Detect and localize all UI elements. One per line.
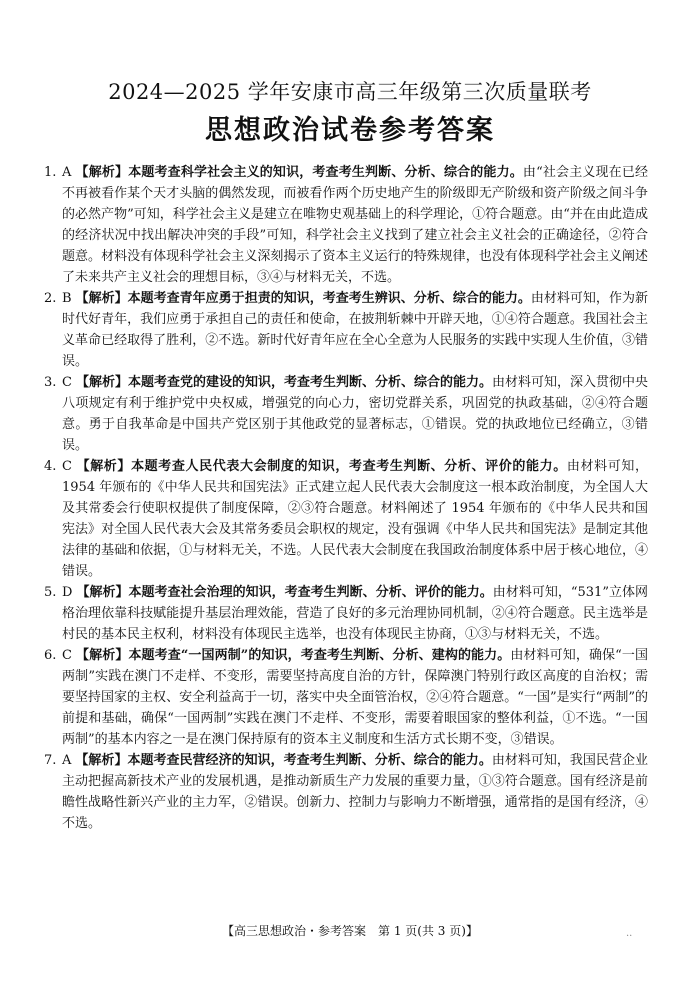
analysis-lead: 本题考查青年应勇于担责的知识，考查考生辨识、分析、综合的能力。 xyxy=(127,291,531,306)
item-number: 5. xyxy=(44,585,57,600)
item-number: 3. xyxy=(44,375,57,390)
item-answer: D xyxy=(62,585,73,600)
analysis-tag: 【解析】 xyxy=(75,648,129,663)
item-answer: C xyxy=(62,375,72,390)
analysis-tag: 【解析】 xyxy=(75,165,129,180)
analysis-body: 由材料可知，1954 年颁布的《中华人民共和国宪法》正式建立起人民代表大会制度这一根本政治制度，为全国人大及其常委会行使职权提供了制度保障，②③符合题意。材料阐述了 1954 年颁布的《中华人民共和国宪法》对全国人民代表大会及其常务委员会职权的规定，没有强调《中华人民共和国宪法》是制定其他法律的基础和依据，①与材料无关，不选。人民代表大会制度在我国政治制度体系中居于核心地位，④错误。 xyxy=(62,459,648,579)
answer-list xyxy=(44,162,648,834)
item-answer: C xyxy=(62,648,72,663)
item-number: 4. xyxy=(44,459,57,474)
answer-item-5 xyxy=(44,582,648,645)
item-answer: A xyxy=(62,165,72,180)
analysis-body: 由“社会主义现在已经不再被看作某个天才头脑的偶然发现，而被看作两个历史地产生的阶级即无产阶级和资产阶级之间斗争的必然产物”可知，科学社会主义是建立在唯物史观基础上的科学理论，①符合题意。由“并在由此造成的经济状况中找出解决冲突的手段”可知，科学社会主义找到了建立社会主义社会的正确途径，②符合题意。材料没有体现科学社会主义深刻揭示了资本主义运行的特殊规律，也没有体现科学社会主义阐述了未来共产主义社会的理想目标，③④与材料无关，不选。 xyxy=(62,165,648,285)
item-number: 2. xyxy=(44,291,57,306)
item-answer: C xyxy=(62,459,72,474)
item-number: 7. xyxy=(44,753,57,768)
analysis-lead: 本题考查人民代表大会制度的知识，考查考生判断、分析、评价的能力。 xyxy=(131,459,567,474)
answer-item-2 xyxy=(44,288,648,372)
analysis-tag: 【解析】 xyxy=(75,375,128,390)
analysis-tag: 【解析】 xyxy=(76,585,129,600)
answer-item-4 xyxy=(44,456,648,582)
analysis-body: 由材料可知，确保“一国两制”实践在澳门不走样、不变形，需要坚持高度自治的方针，保障澳门特别行政区高度的自治权；需要坚持国家的主权、安全利益高于一切，落实中央全面管治权，②④符合题意。“一国”是实行“两制”的前提和基础，确保“一国两制”实践在澳门不走样、不变形，需要着眼国家的整体利益，①不选。“一国两制”的基本内容之一是在澳门保持原有的资本主义制度和生活方式长期不变，③错误。 xyxy=(62,648,648,747)
analysis-body: 由材料可知，我国民营企业主动把握高新技术产业的发展机遇，是推动新质生产力发展的重要力量，①③符合题意。国有经济是前瞻性战略性新兴产业的主力军，②错误。创新力、控制力与影响力不断增强，通常指的是国有经济，④不选。 xyxy=(62,753,648,831)
item-answer: B xyxy=(62,291,72,306)
answer-item-6 xyxy=(44,645,648,750)
analysis-lead: 本题考查党的建设的知识，考查考生判断、分析、综合的能力。 xyxy=(127,375,492,390)
document-title: 思想政治试卷参考答案 xyxy=(205,115,495,146)
analysis-tag: 【解析】 xyxy=(75,291,128,306)
item-number: 1. xyxy=(44,165,57,180)
analysis-tag: 【解析】 xyxy=(75,459,132,474)
exam-title: 2024—2025 学年安康市高三年级第三次质量联考 xyxy=(108,80,592,104)
analysis-lead: 本题考查科学社会主义的知识，考查考生判断、分析、综合的能力。 xyxy=(128,165,523,180)
page-footer: 【高三思想政治・参考答案 第 1 页(共 3 页)】 xyxy=(222,924,478,938)
item-answer: A xyxy=(62,753,72,768)
corner-mark: .. xyxy=(626,928,633,939)
analysis-body: 由材料可知，“531”立体网格治理依靠科技赋能提升基层治理效能，营造了良好的多元治理协同机制，②④符合题意。民主选举是村民的基本民主权利，材料没有体现民主选举，也没有体现民主协商，①③与材料无关，不选。 xyxy=(62,585,648,642)
analysis-body: 由材料可知，作为新时代好青年，我们应勇于承担自己的责任和使命，在披荆斩棘中开辟天地，①④符合题意。我国社会主义革命已经取得了胜利，②不选。新时代好青年应在全心全意为人民服务的实践中实现人生价值，③错误。 xyxy=(62,291,648,369)
analysis-lead: 本题考查民营经济的知识，考查考生判断、分析、综合的能力。 xyxy=(127,753,492,768)
analysis-lead: 本题考查“一国两制”的知识，考查考生判断、分析、建构的能力。 xyxy=(128,648,511,663)
item-number: 6. xyxy=(44,648,57,663)
analysis-body: 由材料可知，深入贯彻中央八项规定有利于维护党中央权威，增强党的向心力，密切党群关系，巩固党的执政基础，②④符合题意。勇于自我革命是中国共产党区别于其他政党的显著标志，①错误。党的执政地位已经确立，③错误。 xyxy=(62,375,648,453)
answer-item-3 xyxy=(44,372,648,456)
answer-item-7 xyxy=(44,750,648,834)
answer-item-1 xyxy=(44,162,648,288)
analysis-lead: 本题考查社会治理的知识，考查考生判断、分析、评价的能力。 xyxy=(128,585,493,600)
analysis-tag: 【解析】 xyxy=(75,753,128,768)
